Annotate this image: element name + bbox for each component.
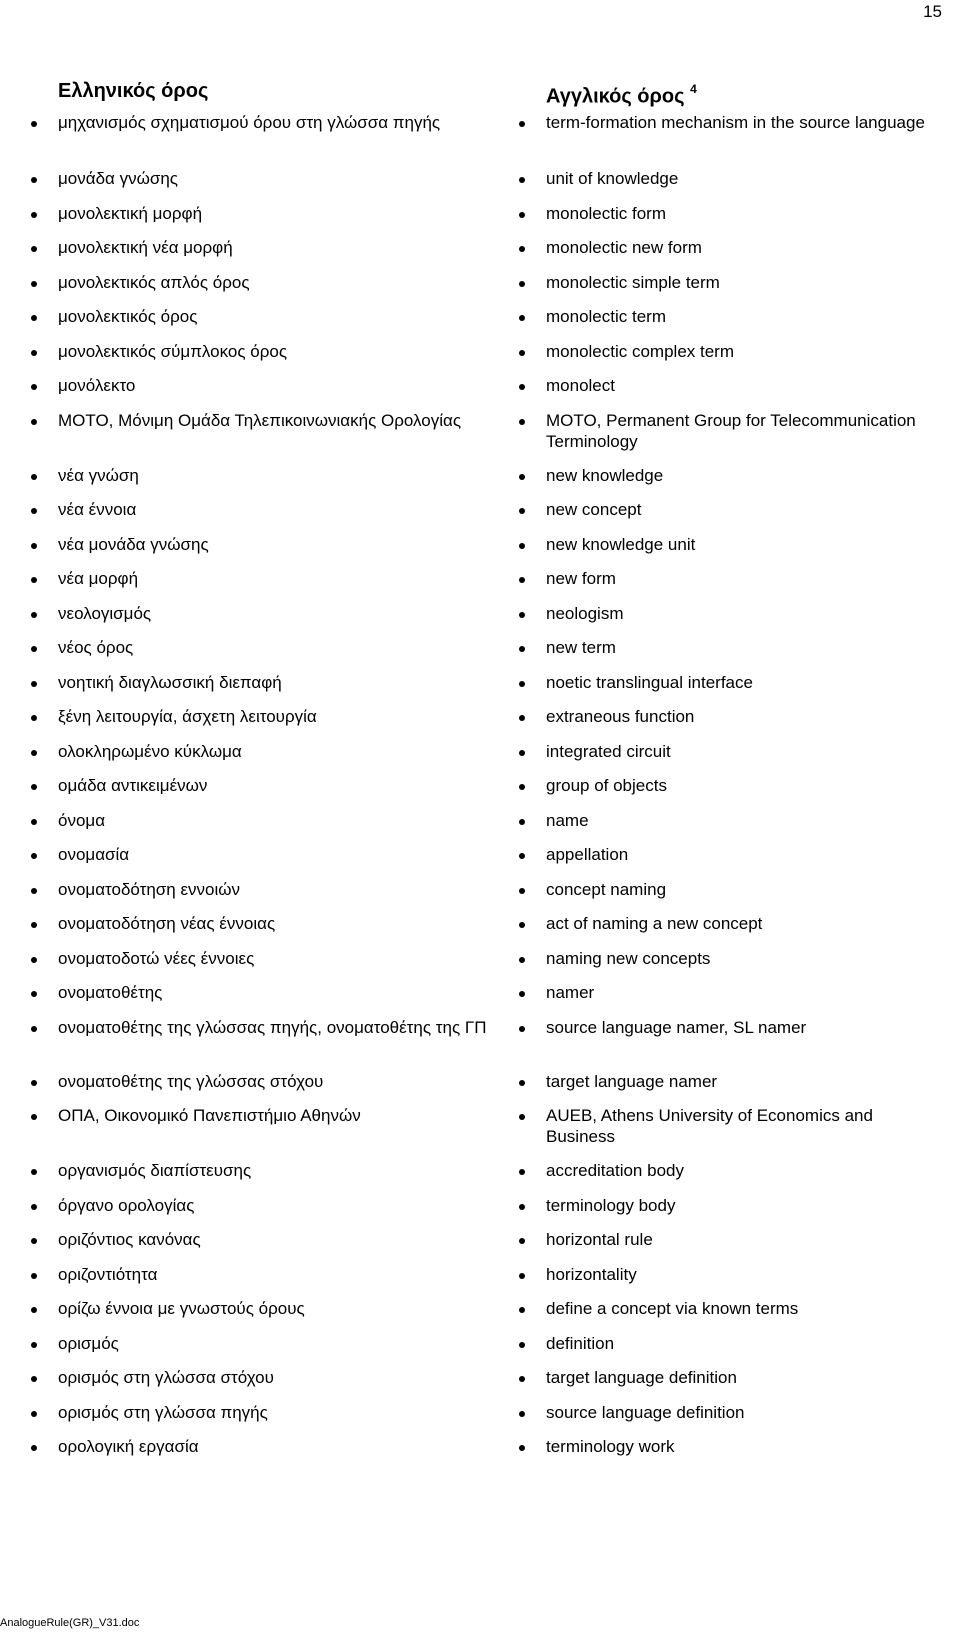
greek-term-item: [30, 1297, 490, 1332]
english-term-text: definition: [546, 1333, 615, 1353]
english-term-text: AUEB, Athens University of Economics and Business: [546, 1106, 873, 1146]
greek-term-text: ορολογική εργασία: [58, 1437, 199, 1456]
bullet-icon: [519, 177, 525, 183]
english-term-text: monolectic term: [546, 307, 666, 326]
bullet-icon: [519, 646, 525, 652]
bullet-icon: [31, 1307, 37, 1313]
english-term-item: [518, 340, 930, 375]
greek-term-item: [30, 1228, 490, 1263]
bullet-icon: [31, 350, 37, 356]
english-term-text: target language namer: [546, 1071, 718, 1091]
bullet-icon: [519, 957, 525, 963]
english-term-item: [518, 912, 930, 947]
bullet-icon: [31, 646, 37, 652]
greek-term-item: [30, 1070, 490, 1105]
greek-term-text: νέα μορφή: [58, 569, 139, 588]
greek-term-item: [30, 947, 490, 982]
greek-term-item: [30, 498, 490, 533]
greek-term-text: ονοματοθέτης: [58, 983, 163, 1002]
english-term-item: [518, 409, 930, 464]
greek-term-text: ομάδα αντικειμένων: [58, 776, 208, 795]
bullet-icon: [31, 1238, 37, 1244]
greek-term-item: [30, 912, 490, 947]
english-term-text: neologism: [546, 603, 624, 623]
greek-term-item: [30, 1263, 490, 1298]
english-term-text: terminology body: [546, 1195, 676, 1215]
greek-term-item: [30, 1194, 490, 1229]
english-term-text: new concept: [546, 500, 642, 519]
greek-term-item: [30, 1104, 490, 1159]
greek-term-text: ονοματοθέτης της γλώσσας πηγής, ονοματοθέτης της ΓΠ: [58, 1017, 487, 1037]
greek-term-text: νεολογισμός: [58, 603, 152, 623]
english-term-text: accreditation body: [546, 1161, 684, 1180]
bullet-icon: [519, 715, 525, 721]
greek-term-text: ορίζω έννοια με γνωστούς όρους: [58, 1299, 305, 1318]
greek-term-text: νέα μονάδα γνώσης: [58, 534, 209, 554]
greek-term-text: ΜΟΤΟ, Μόνιμη Ομάδα Τηλεπικοινωνιακής Ορολογίας: [58, 410, 462, 430]
bullet-icon: [519, 819, 525, 825]
english-term-text: define a concept via known terms: [546, 1299, 799, 1318]
english-term-item: [518, 1263, 930, 1298]
english-term-text: new knowledge unit: [546, 534, 696, 554]
greek-term-item: [30, 1016, 490, 1070]
greek-term-text: ονομασία: [58, 845, 130, 864]
english-column-header-text: Αγγλικός όρος: [546, 85, 685, 108]
english-term-item: [518, 464, 930, 499]
english-term-text: source language namer, SL namer: [546, 1017, 807, 1037]
english-term-item: [518, 1104, 930, 1159]
greek-term-item: [30, 740, 490, 775]
greek-term-item: [30, 111, 490, 167]
page-number: 15: [923, 2, 942, 21]
english-term-item: [518, 947, 930, 982]
bullet-icon: [31, 543, 37, 549]
english-term-text: group of objects: [546, 776, 667, 795]
english-term-item: [518, 705, 930, 740]
english-term-item: [518, 878, 930, 913]
bullet-icon: [31, 957, 37, 963]
english-term-item: [518, 636, 930, 671]
english-term-item: [518, 981, 930, 1016]
english-term-item: [518, 271, 930, 306]
english-term-text: horizontal rule: [546, 1230, 653, 1249]
bullet-icon: [519, 121, 525, 127]
english-term-item: [518, 1194, 930, 1229]
bullet-icon: [31, 612, 37, 618]
greek-term-text: ονοματοδοτώ νέες έννοιες: [58, 948, 255, 968]
bullet-icon: [31, 1342, 37, 1348]
english-term-text: new knowledge: [546, 465, 664, 485]
english-term-item: [518, 111, 930, 167]
bullet-icon: [31, 384, 37, 390]
bullet-icon: [31, 1273, 37, 1279]
bullet-icon: [519, 246, 525, 252]
bullet-icon: [31, 715, 37, 721]
english-term-text: monolectic complex term: [546, 341, 735, 361]
bullet-icon: [31, 853, 37, 859]
bullet-icon: [31, 1376, 37, 1382]
greek-term-item: [30, 533, 490, 568]
greek-term-item: [30, 374, 490, 409]
english-term-item: [518, 1401, 930, 1436]
english-term-item: [518, 602, 930, 637]
greek-term-text: όνομα: [58, 810, 106, 830]
english-term-text: new form: [546, 569, 616, 588]
greek-term-text: μονολεκτική νέα μορφή: [58, 238, 233, 257]
bullet-icon: [519, 784, 525, 790]
bullet-icon: [519, 853, 525, 859]
greek-term-text: ξένη λειτουργία, άσχετη λειτουργία: [58, 707, 317, 726]
english-term-item: [518, 202, 930, 237]
english-term-item: [518, 498, 930, 533]
greek-term-text: ορισμός στη γλώσσα στόχου: [58, 1368, 274, 1387]
english-term-text: act of naming a new concept: [546, 914, 763, 933]
greek-term-text: οργανισμός διαπίστευσης: [58, 1161, 252, 1180]
bullet-icon: [519, 1307, 525, 1313]
bullet-icon: [519, 1342, 525, 1348]
greek-term-text: ΟΠΑ, Οικονομικό Πανεπιστήμιο Αθηνών: [58, 1106, 361, 1125]
bullet-icon: [519, 281, 525, 287]
bullet-icon: [31, 1026, 37, 1032]
greek-term-text: μονολεκτικός όρος: [58, 307, 198, 326]
greek-term-text: νοητική διαγλωσσική διεπαφή: [58, 672, 282, 692]
english-term-text: extraneous function: [546, 707, 695, 726]
bullet-icon: [519, 543, 525, 549]
greek-term-item: [30, 774, 490, 809]
english-term-text: monolectic simple term: [546, 272, 720, 292]
greek-term-item: [30, 809, 490, 844]
greek-term-text: ορισμός στη γλώσσα πηγής: [58, 1402, 268, 1422]
english-term-text: new term: [546, 638, 616, 657]
bullet-icon: [519, 1411, 525, 1417]
greek-term-text: μονάδα γνώσης: [58, 169, 179, 188]
english-terms-list: [518, 111, 930, 1470]
greek-term-text: νέα γνώση: [58, 465, 139, 485]
english-term-item: [518, 671, 930, 706]
bullet-icon: [31, 281, 37, 287]
english-term-item: [518, 1016, 930, 1070]
bullet-icon: [519, 350, 525, 356]
english-term-item: [518, 167, 930, 202]
english-term-item: [518, 1366, 930, 1401]
bullet-icon: [31, 212, 37, 218]
english-term-text: target language definition: [546, 1368, 737, 1387]
english-term-text: noetic translingual interface: [546, 672, 753, 692]
bullet-icon: [519, 922, 525, 928]
bullet-icon: [519, 1169, 525, 1175]
greek-term-item: [30, 671, 490, 706]
english-term-text: integrated circuit: [546, 741, 671, 761]
greek-term-item: [30, 636, 490, 671]
greek-term-text: ονοματοδότηση εννοιών: [58, 879, 241, 899]
english-term-text: naming new concepts: [546, 948, 711, 968]
greek-term-item: [30, 1332, 490, 1367]
greek-term-text: μονολεκτικός απλός όρος: [58, 272, 250, 292]
bullet-icon: [31, 474, 37, 480]
greek-term-item: [30, 567, 490, 602]
greek-term-text: οριζόντιος κανόνας: [58, 1230, 201, 1249]
bullet-icon: [31, 1411, 37, 1417]
bullet-icon: [519, 888, 525, 894]
bullet-icon: [31, 1169, 37, 1175]
bullet-icon: [31, 991, 37, 997]
greek-terms-column: [30, 78, 490, 1470]
english-term-item: [518, 774, 930, 809]
greek-term-item: [30, 1366, 490, 1401]
greek-term-item: [30, 271, 490, 306]
bullet-icon: [519, 1026, 525, 1032]
english-term-item: [518, 374, 930, 409]
greek-term-text: μονολεκτικός σύμπλοκος όρος: [58, 341, 288, 361]
greek-term-item: [30, 1435, 490, 1470]
english-term-text: term-formation mechanism in the source language: [546, 113, 925, 132]
greek-term-item: [30, 981, 490, 1016]
bullet-icon: [31, 1445, 37, 1451]
bullet-icon: [31, 1080, 37, 1086]
english-term-text: monolectic form: [546, 203, 666, 223]
bullet-icon: [519, 212, 525, 218]
english-terms-column: [518, 78, 930, 1470]
greek-term-item: [30, 236, 490, 271]
bullet-icon: [519, 612, 525, 618]
english-term-item: [518, 809, 930, 844]
english-term-text: source language definition: [546, 1402, 745, 1422]
english-term-item: [518, 533, 930, 568]
english-term-item: [518, 740, 930, 775]
bullet-icon: [31, 922, 37, 928]
english-column-header: [546, 78, 930, 108]
bullet-icon: [31, 1114, 37, 1120]
english-term-item: [518, 1159, 930, 1194]
greek-term-item: [30, 602, 490, 637]
greek-term-text: νέος όρος: [58, 638, 134, 657]
bullet-icon: [519, 1080, 525, 1086]
bullet-icon: [519, 474, 525, 480]
bullet-icon: [31, 121, 37, 127]
bullet-icon: [519, 1273, 525, 1279]
greek-term-item: [30, 202, 490, 237]
bullet-icon: [519, 508, 525, 514]
footnote-reference: 4: [690, 82, 697, 96]
greek-terms-list: [30, 111, 490, 1470]
english-term-text: monolectic new form: [546, 238, 702, 257]
greek-term-text: ονοματοδότηση νέας έννοιας: [58, 914, 276, 933]
english-term-text: concept naming: [546, 879, 667, 899]
greek-term-item: [30, 843, 490, 878]
greek-term-text: οριζοντιότητα: [58, 1264, 158, 1284]
bullet-icon: [519, 1238, 525, 1244]
english-term-item: [518, 236, 930, 271]
greek-term-text: μονολεκτική μορφή: [58, 203, 203, 223]
bullet-icon: [31, 508, 37, 514]
bullet-icon: [31, 419, 37, 425]
english-term-item: [518, 567, 930, 602]
bullet-icon: [519, 991, 525, 997]
bullet-icon: [31, 888, 37, 894]
bullet-icon: [31, 819, 37, 825]
greek-term-item: [30, 305, 490, 340]
greek-term-item: [30, 409, 490, 464]
greek-term-item: [30, 464, 490, 499]
bullet-icon: [519, 1376, 525, 1382]
greek-term-text: όργανο ορολογίας: [58, 1195, 195, 1215]
bullet-icon: [31, 315, 37, 321]
greek-term-text: μηχανισμός σχηματισμού όρου στη γλώσσα πηγής: [58, 113, 441, 132]
bullet-icon: [31, 1204, 37, 1210]
bullet-icon: [519, 681, 525, 687]
english-term-item: [518, 305, 930, 340]
english-term-item: [518, 1297, 930, 1332]
bullet-icon: [519, 315, 525, 321]
bullet-icon: [519, 384, 525, 390]
bullet-icon: [31, 246, 37, 252]
english-term-text: namer: [546, 983, 595, 1002]
bullet-icon: [519, 1114, 525, 1120]
greek-term-item: [30, 705, 490, 740]
bullet-icon: [31, 177, 37, 183]
bullet-icon: [31, 750, 37, 756]
greek-term-item: [30, 1401, 490, 1436]
greek-term-item: [30, 878, 490, 913]
greek-term-text: μονόλεκτο: [58, 376, 136, 395]
greek-term-text: νέα έννοια: [58, 500, 137, 519]
bullet-icon: [519, 577, 525, 583]
english-term-item: [518, 1070, 930, 1105]
bullet-icon: [31, 784, 37, 790]
greek-term-item: [30, 1159, 490, 1194]
bullet-icon: [519, 1204, 525, 1210]
greek-term-item: [30, 167, 490, 202]
english-term-text: MOTO, Permanent Group for Telecommunication Terminology: [546, 410, 916, 451]
bullet-icon: [519, 750, 525, 756]
english-term-text: name: [546, 810, 589, 830]
bullet-icon: [31, 577, 37, 583]
english-term-item: [518, 1332, 930, 1367]
english-term-text: terminology work: [546, 1437, 675, 1456]
bullet-icon: [519, 1445, 525, 1451]
footer-filename: AnalogueRule(GR)_V31.doc: [0, 1617, 140, 1629]
greek-term-item: [30, 340, 490, 375]
greek-column-header: Ελληνικός όρος: [58, 80, 209, 102]
english-term-text: appellation: [546, 845, 629, 864]
english-term-text: unit of knowledge: [546, 169, 679, 188]
english-term-item: [518, 843, 930, 878]
english-term-item: [518, 1435, 930, 1470]
greek-term-text: ονοματοθέτης της γλώσσας στόχου: [58, 1071, 324, 1091]
bullet-icon: [31, 681, 37, 687]
greek-term-text: ορισμός: [58, 1333, 119, 1353]
english-term-text: monolect: [546, 376, 615, 395]
english-term-text: horizontality: [546, 1264, 637, 1284]
english-term-item: [518, 1228, 930, 1263]
bullet-icon: [519, 419, 525, 425]
greek-term-text: ολοκληρωμένο κύκλωμα: [58, 741, 242, 761]
